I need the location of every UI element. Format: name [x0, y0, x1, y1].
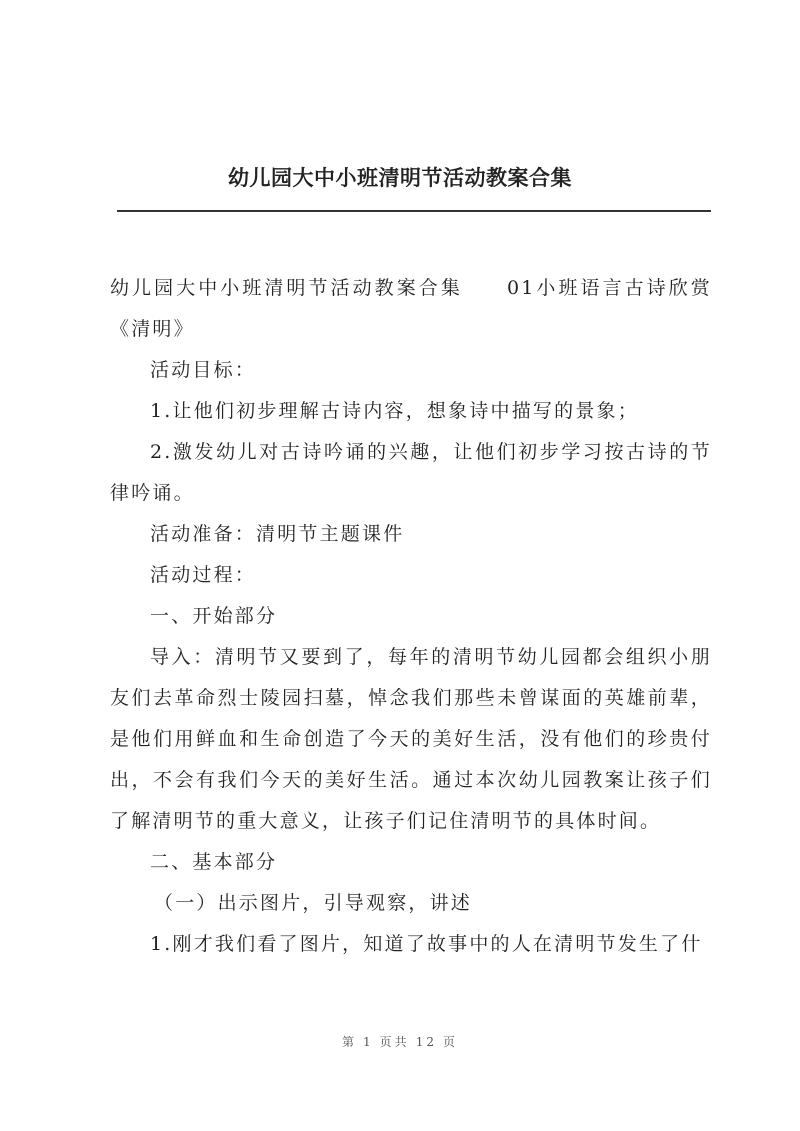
- step-1-paragraph: 1.刚才我们看了图片，知道了故事中的人在清明节发生了什: [150, 933, 703, 955]
- document-body: [110, 268, 712, 965]
- page-number: 1: [363, 1035, 374, 1049]
- footer-suffix: 页: [442, 1035, 458, 1049]
- subsection-one-heading: （一）出示图片，引导观察，讲述: [154, 892, 473, 914]
- footer-prefix: 第: [342, 1035, 358, 1049]
- page-footer: [0, 1033, 800, 1050]
- page-total: 12: [415, 1035, 437, 1049]
- document-title: 幼儿园大中小班清明节活动教案合集: [228, 165, 572, 190]
- footer-middle: 页共: [379, 1035, 410, 1049]
- objective-1: 1.让他们初步理解古诗内容，想象诗中描写的景象；: [150, 400, 639, 422]
- introduction-paragraph: 导入：清明节又要到了，每年的清明节幼儿园都会组织小朋友们去革命烈士陵园扫墓，悼念我们那些未曾谋面的英雄前辈，是他们用鲜血和生命创造了今天的美好生活，没有他们的珍贵付出，不会有我们今天的美好生活。通过本次幼儿园教案让孩子们了解清明节的重大意义，让孩子们记住清明节的具体时间。: [110, 646, 712, 832]
- intro-paragraph: 幼儿园大中小班清明节活动教案合集 01小班语言古诗欣赏《清明》: [110, 277, 712, 340]
- objective-2: 2.激发幼儿对古诗吟诵的兴趣，让他们初步学习按古诗的节律吟诵。: [110, 441, 712, 504]
- title-divider: [117, 210, 711, 212]
- section-heading-process: 活动过程：: [150, 564, 257, 586]
- part-one-heading: 一、开始部分: [150, 605, 278, 627]
- section-heading-objectives: 活动目标：: [150, 359, 257, 381]
- preparation-line: 活动准备：清明节主题课件: [150, 523, 405, 545]
- part-two-heading: 二、基本部分: [150, 851, 278, 873]
